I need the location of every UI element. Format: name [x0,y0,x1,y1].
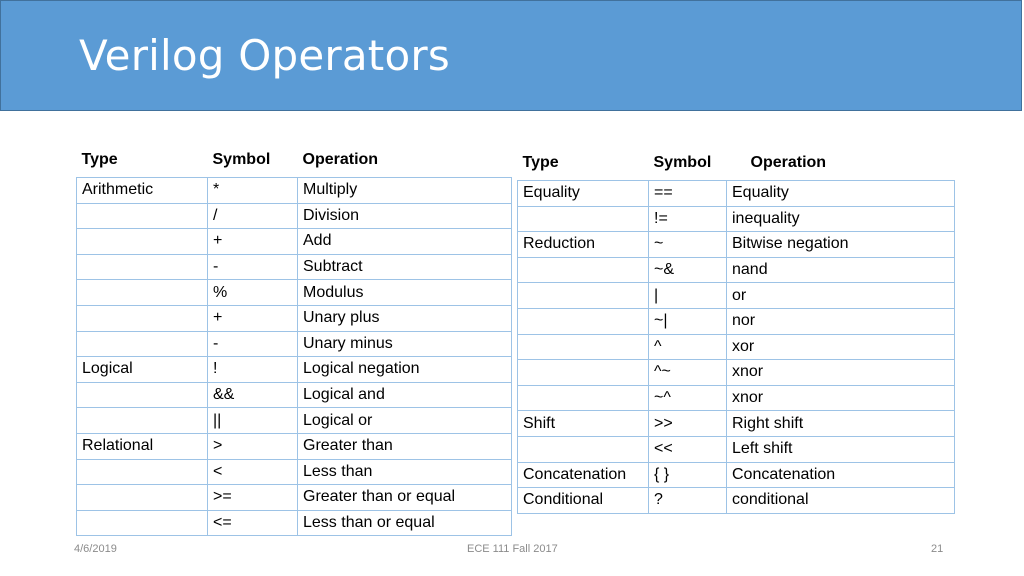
title-bar [0,0,1022,111]
column-header-type: Type [522,154,559,171]
table-row [77,254,512,280]
operation-cell: Logical and [298,382,512,408]
symbol-cell: > [208,433,298,459]
type-cell [518,283,649,309]
left-operators-table [76,151,512,536]
operation-cell: Logical or [298,408,512,434]
table-row [77,178,512,204]
operation-cell: Unary plus [298,305,512,331]
table-row [77,357,512,383]
type-cell: Reduction [518,232,649,258]
type-cell [518,360,649,386]
column-header-symbol: Symbol [212,151,271,168]
table-row [518,206,955,232]
symbol-cell: ^ [649,334,727,360]
table-row [77,203,512,229]
type-cell [77,280,208,306]
symbol-cell: == [649,181,727,207]
symbol-cell: % [208,280,298,306]
table-header-row [518,154,955,181]
type-cell: Shift [518,411,649,437]
type-cell: Relational [77,433,208,459]
table-row [77,433,512,459]
table-row [518,360,955,386]
table-row [77,305,512,331]
footer-page-number: 21 [931,543,944,555]
operation-cell: Logical negation [298,357,512,383]
type-cell: Concatenation [518,462,649,488]
type-cell: Arithmetic [77,178,208,204]
table-row [518,308,955,334]
right-operators-table [517,154,955,514]
symbol-cell: >= [208,485,298,511]
symbol-cell: << [649,436,727,462]
operation-cell: Division [298,203,512,229]
table-row [77,408,512,434]
operation-cell: Multiply [298,178,512,204]
symbol-cell: + [208,229,298,255]
operation-cell: Greater than or equal [298,485,512,511]
table-row [518,181,955,207]
symbol-cell: <= [208,510,298,536]
operation-cell: nand [727,257,955,283]
operation-cell: xnor [727,360,955,386]
table-row [518,334,955,360]
type-cell [77,203,208,229]
left-table-body [77,178,512,536]
operation-cell: conditional [727,488,955,514]
symbol-cell: + [208,305,298,331]
table-row [518,232,955,258]
type-cell [77,382,208,408]
symbol-cell: ~^ [649,385,727,411]
type-cell [77,459,208,485]
table-row [77,459,512,485]
type-cell: Conditional [518,488,649,514]
table-row [518,385,955,411]
type-cell [518,334,649,360]
type-cell [77,485,208,511]
table-row [77,331,512,357]
type-cell [518,385,649,411]
operation-cell: Add [298,229,512,255]
symbol-cell: { } [649,462,727,488]
symbol-cell: ~& [649,257,727,283]
symbol-cell: ! [208,357,298,383]
symbol-cell: * [208,178,298,204]
table-row [518,488,955,514]
symbol-cell: ^~ [649,360,727,386]
column-header-type: Type [81,151,118,168]
table-row [77,382,512,408]
symbol-cell: || [208,408,298,434]
operation-cell: inequality [727,206,955,232]
table-header-row [77,151,512,178]
symbol-cell: >> [649,411,727,437]
symbol-cell: && [208,382,298,408]
symbol-cell: | [649,283,727,309]
operation-cell: or [727,283,955,309]
right-table-body [518,181,955,514]
type-cell [77,254,208,280]
symbol-cell: ? [649,488,727,514]
operation-cell: Bitwise negation [727,232,955,258]
operation-cell: Subtract [298,254,512,280]
type-cell [77,305,208,331]
table-row [518,257,955,283]
table-row [77,280,512,306]
footer-date: 4/6/2019 [74,543,117,555]
type-cell [518,257,649,283]
table-row [77,229,512,255]
type-cell [77,408,208,434]
type-cell: Logical [77,357,208,383]
type-cell [518,436,649,462]
type-cell [518,206,649,232]
operation-cell: Greater than [298,433,512,459]
column-header-operation: Operation [750,154,827,171]
symbol-cell: < [208,459,298,485]
slide-title: Verilog Operators [79,31,450,80]
type-cell [518,308,649,334]
operation-cell: Concatenation [727,462,955,488]
symbol-cell: - [208,331,298,357]
operation-cell: Equality [727,181,955,207]
column-header-operation: Operation [302,151,379,168]
symbol-cell: - [208,254,298,280]
table-row [77,510,512,536]
operation-cell: Less than [298,459,512,485]
table-row [518,411,955,437]
operation-cell: Left shift [727,436,955,462]
operation-cell: Less than or equal [298,510,512,536]
type-cell [77,510,208,536]
type-cell [77,331,208,357]
symbol-cell: != [649,206,727,232]
operation-cell: Modulus [298,280,512,306]
footer-course: ECE 111 Fall 2017 [467,543,558,555]
operation-cell: xnor [727,385,955,411]
operation-cell: xor [727,334,955,360]
table-row [77,485,512,511]
operation-cell: Unary minus [298,331,512,357]
table-row [518,436,955,462]
symbol-cell: ~ [649,232,727,258]
operation-cell: nor [727,308,955,334]
operation-cell: Right shift [727,411,955,437]
table-row [518,462,955,488]
symbol-cell: ~| [649,308,727,334]
symbol-cell: / [208,203,298,229]
column-header-symbol: Symbol [653,154,712,171]
table-row [518,283,955,309]
type-cell [77,229,208,255]
type-cell: Equality [518,181,649,207]
